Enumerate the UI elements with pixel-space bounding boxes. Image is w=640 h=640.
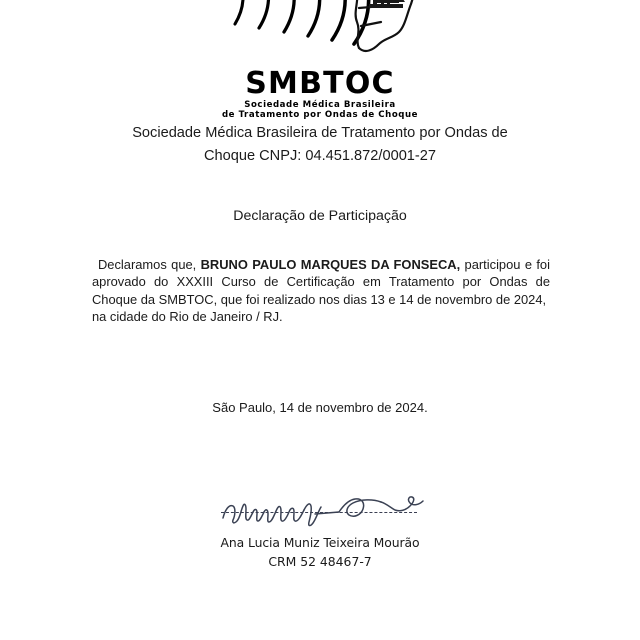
recipient-name: BRUNO PAULO MARQUES DA FONSECA, <box>200 257 461 272</box>
declaration-body <box>92 256 550 326</box>
logo-acronym: SMBTOC <box>245 66 395 101</box>
place-and-date: São Paulo, 14 de novembro de 2024. <box>212 400 428 415</box>
document-title: Declaração de Participação <box>233 208 407 224</box>
signer-registration: CRM 52 48467-7 <box>268 554 372 569</box>
declaration-continuation: participou e foi aprovado do XXXIII Curso de Certificação em Tratamento por Ondas de Choque da SMBTOC, que foi realizado nos dias 13 e 14 de novembro de 2024, <box>92 257 550 307</box>
smbtoc-logo <box>0 0 640 119</box>
organization-name-line: Sociedade Médica Brasileira de Tratamento por Ondas de <box>132 125 508 141</box>
signature-area <box>205 488 435 530</box>
logo-subtitle-line1: Sociedade Médica Brasileira <box>244 100 396 110</box>
logo-wordmark <box>221 66 419 120</box>
signature-block <box>0 488 640 569</box>
signer-name: Ana Lucia Muniz Teixeira Mourão <box>220 535 420 550</box>
signature-line <box>221 512 417 513</box>
organization-cnpj-line: Choque CNPJ: 04.451.872/0001-27 <box>203 148 437 164</box>
declaration-last-line: na cidade do Rio de Janeiro / RJ. <box>92 309 283 325</box>
organization-header <box>0 122 640 168</box>
logo-subtitle-line2: de Tratamento por Ondas de Choque <box>221 109 419 120</box>
declaration-intro: Declaramos que, <box>98 257 197 272</box>
handwritten-signature-icon <box>215 488 430 528</box>
shockwave-brazil-map-icon <box>205 0 435 70</box>
